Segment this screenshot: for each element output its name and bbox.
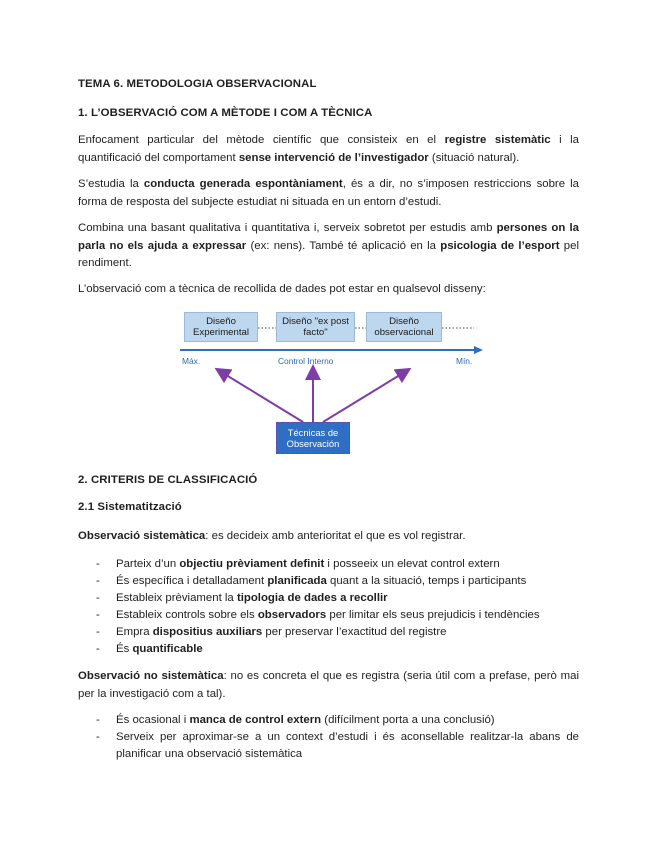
- non-systematic-list: [78, 712, 579, 763]
- list-item: - Estableix prèviament la tipologia de dades a recollir: [96, 592, 388, 604]
- section-2-heading: 2. CRITERIS DE CLASSIFICACIÓ: [78, 474, 258, 486]
- box-ex-post-facto: Diseño "ex post facto": [276, 312, 355, 342]
- document-title: TEMA 6. METODOLOGIA OBSERVACIONAL: [78, 78, 317, 90]
- axis-label-control: Control Interno: [278, 356, 334, 366]
- paragraph-2: S’estudia la conducta generada espontàniament, és a dir, no s’imposen restriccions sobre la forma de resposta del subjecte estudiat ni situada en un entorn d’estudi.: [78, 178, 580, 208]
- list-item: - És quantificable: [96, 643, 203, 655]
- paragraph-4: L’observació com a tècnica de recollida de dades pot estar en qualsevol disseny:: [78, 283, 486, 295]
- list-item: - Serveix per aproximar-se a un context d’estudi i és aconsellable realitzar-la abans de planificar una observació sistemàtica: [96, 731, 579, 760]
- list-item: - És ocasional i manca de control extern (difícilment porta a una conclusió): [96, 714, 495, 726]
- paragraph-3: Combina una basant qualitativa i quantitativa i, serveix sobretot per estudis amb persones on la parla no els ajuda a expressar (ex: nens). També té aplicació en la psicologia de l’esport pel rendiment.: [78, 222, 579, 269]
- techniques-box: Técnicas de Observación: [276, 422, 350, 454]
- arrow-to-max: [218, 370, 303, 422]
- list-item: - Empra dispositius auxiliars per preservar l’exactitud del registre: [96, 626, 447, 638]
- axis-label-max: Máx.: [182, 356, 201, 366]
- axis-label-min: Mín.: [456, 356, 473, 366]
- paragraph-1: Enfocament particular del mètode científic que consisteix en el registre sistemàtic i la quantificació del comportament sense intervenció de l’investigador (situació natural).: [78, 134, 579, 164]
- subsection-2-1-heading: 2.1 Sistematització: [78, 501, 182, 513]
- design-diagram: [178, 312, 483, 458]
- systematic-list: [78, 556, 579, 658]
- list-item: - És específica i detalladament planificada quant a la situació, temps i participants: [96, 575, 527, 587]
- section-1-heading: 1. L’OBSERVACIÓ COM A MÈTODE I COM A TÈCNICA: [78, 107, 373, 119]
- list-item: - Parteix d’un objectiu prèviament definit i posseeix un elevat control extern: [96, 558, 500, 570]
- box-observacional: Diseño observacional: [366, 312, 442, 342]
- systematic-definition: Observació sistemàtica: es decideix amb anterioritat el que es vol registrar.: [78, 530, 466, 542]
- list-item: - Estableix controls sobre els observadors per limitar els seus prejudicis i tendències: [96, 609, 540, 621]
- box-experimental: Diseño Experimental: [184, 312, 258, 342]
- non-systematic-definition: Observació no sistemàtica: no es concreta el que es registra (seria útil com a prefase, però mai per la investigació com a tal).: [78, 670, 579, 700]
- arrow-to-min: [323, 370, 408, 422]
